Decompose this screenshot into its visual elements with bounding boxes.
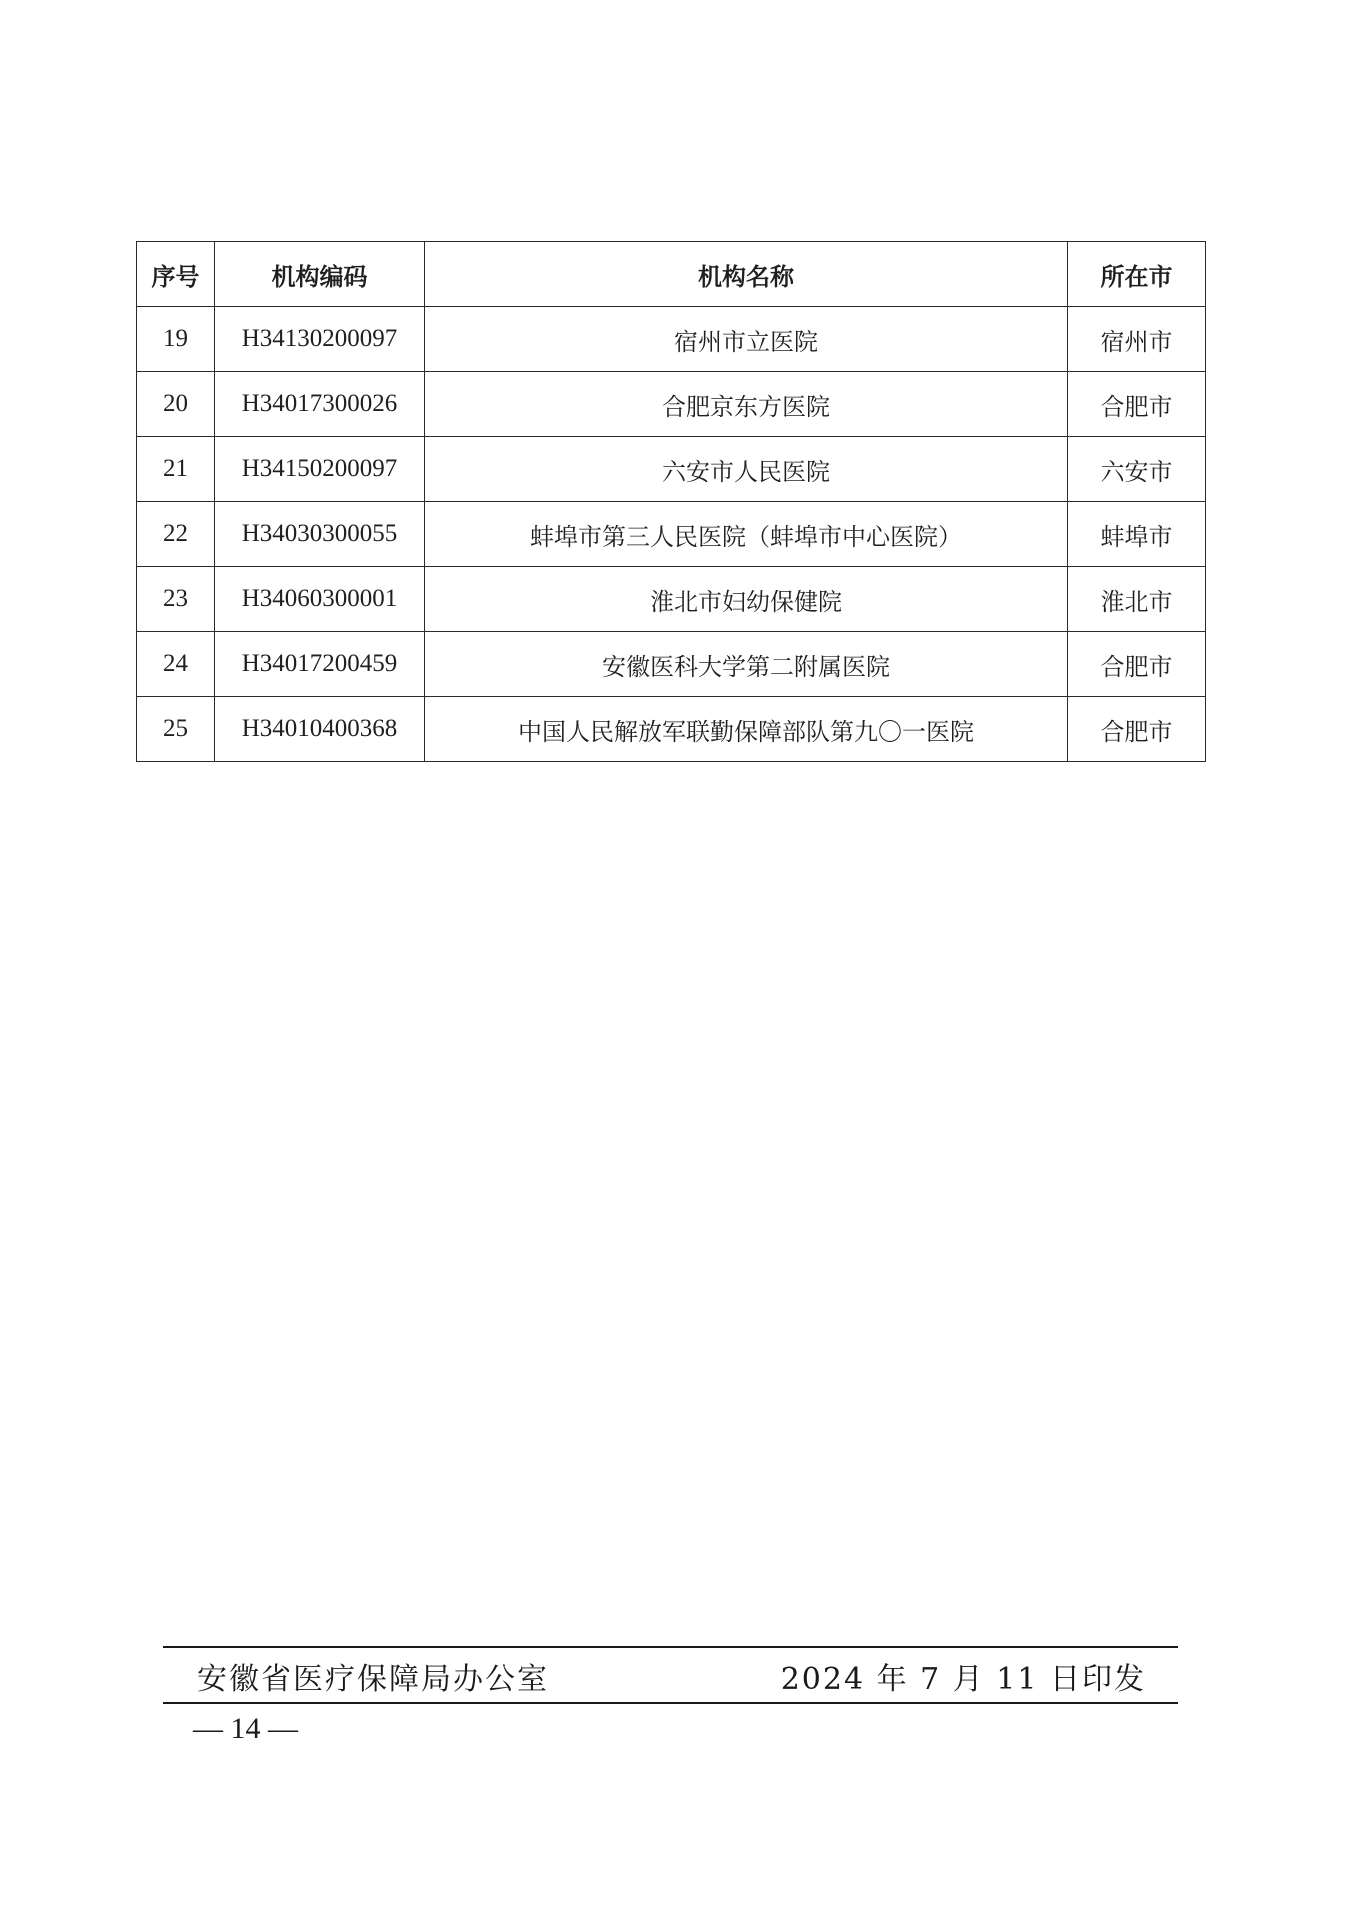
table-row (137, 567, 1206, 632)
cell-code: H34017300026 (215, 372, 425, 437)
cell-city: 宿州市 (1068, 307, 1206, 372)
header-city: 所在市 (1068, 242, 1206, 307)
cell-seq: 21 (137, 437, 215, 502)
cell-name: 淮北市妇幼保健院 (425, 567, 1068, 632)
cell-seq: 19 (137, 307, 215, 372)
cell-code: H34017200459 (215, 632, 425, 697)
table-row (137, 697, 1206, 762)
table-row (137, 632, 1206, 697)
table-row (137, 502, 1206, 567)
cell-name: 蚌埠市第三人民医院（蚌埠市中心医院） (425, 502, 1068, 567)
cell-seq: 22 (137, 502, 215, 567)
institution-table (136, 241, 1206, 762)
issue-date: 2024 年 7 月 11 日印发 (780, 1662, 1146, 1697)
footer-bottom-divider (163, 1702, 1178, 1704)
cell-seq: 25 (137, 697, 215, 762)
cell-city: 合肥市 (1068, 697, 1206, 762)
cell-name: 中国人民解放军联勤保障部队第九〇一医院 (425, 697, 1068, 762)
page-number: — 14 — (193, 1712, 298, 1745)
footer-top-divider (163, 1646, 1178, 1648)
cell-code: H34060300001 (215, 567, 425, 632)
cell-city: 六安市 (1068, 437, 1206, 502)
cell-code: H34030300055 (215, 502, 425, 567)
cell-city: 合肥市 (1068, 372, 1206, 437)
table-row (137, 372, 1206, 437)
table-row (137, 307, 1206, 372)
cell-seq: 20 (137, 372, 215, 437)
header-code: 机构编码 (215, 242, 425, 307)
table-header-row (137, 242, 1206, 307)
cell-code: H34130200097 (215, 307, 425, 372)
header-name: 机构名称 (425, 242, 1068, 307)
cell-seq: 24 (137, 632, 215, 697)
cell-code: H34150200097 (215, 437, 425, 502)
cell-city: 合肥市 (1068, 632, 1206, 697)
cell-city: 淮北市 (1068, 567, 1206, 632)
cell-name: 宿州市立医院 (425, 307, 1068, 372)
cell-name: 安徽医科大学第二附属医院 (425, 632, 1068, 697)
cell-seq: 23 (137, 567, 215, 632)
issuing-office: 安徽省医疗保障局办公室 (197, 1662, 549, 1697)
cell-code: H34010400368 (215, 697, 425, 762)
cell-city: 蚌埠市 (1068, 502, 1206, 567)
cell-name: 合肥京东方医院 (425, 372, 1068, 437)
header-seq: 序号 (137, 242, 215, 307)
table-row (137, 437, 1206, 502)
cell-name: 六安市人民医院 (425, 437, 1068, 502)
